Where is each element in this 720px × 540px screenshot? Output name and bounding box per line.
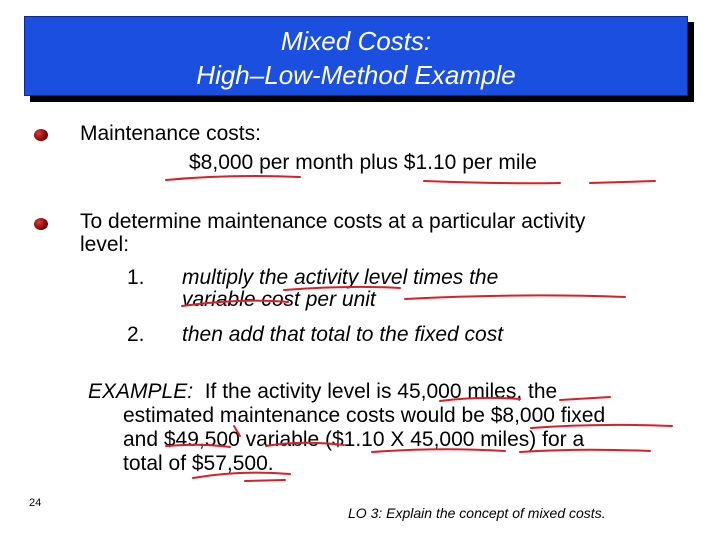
example-line-4: total of $57,500. [123, 452, 274, 475]
example-line-1 [88, 380, 557, 404]
bullet-2-line-1: To determine maintenance costs at a particular activity [80, 210, 586, 233]
bullet-1-line-2: $8,000 per month plus $1.10 per mile [189, 151, 537, 174]
underline-stroke [405, 295, 625, 299]
underline-stroke [245, 480, 285, 481]
learning-objective: LO 3: Explain the concept of mixed costs. [348, 505, 606, 521]
example-text-1: If the activity level is 45,000 miles, the [204, 380, 558, 403]
step-1-line-2: variable cost per unit [182, 288, 376, 311]
step-1-number: 1. [127, 266, 145, 289]
bullet-icon [34, 129, 48, 141]
example-line-3: and $49,500 variable ($1.10 X 45,000 miles) for a [123, 428, 585, 451]
page-number: 24 [29, 497, 42, 509]
underline-stroke [166, 176, 300, 180]
underline-stroke [424, 181, 560, 183]
title-line-2: High–Low-Method Example [196, 60, 516, 90]
example-label: EXAMPLE: [88, 380, 194, 403]
slide-title [24, 16, 688, 96]
step-1-line-1: multiply the activity level times the [182, 266, 499, 289]
bullet-2-line-2: level: [80, 233, 130, 256]
underline-stroke [590, 181, 655, 183]
underline-stroke [560, 397, 610, 400]
bullet-1-line-1: Maintenance costs: [80, 122, 261, 145]
title-line-1: Mixed Costs: [280, 26, 432, 56]
bullet-icon [34, 218, 48, 230]
step-2-number: 2. [127, 323, 145, 346]
step-2-line-1: then add that total to the fixed cost [182, 323, 504, 346]
example-line-2: estimated maintenance costs would be $8,000 fixed [123, 404, 606, 427]
